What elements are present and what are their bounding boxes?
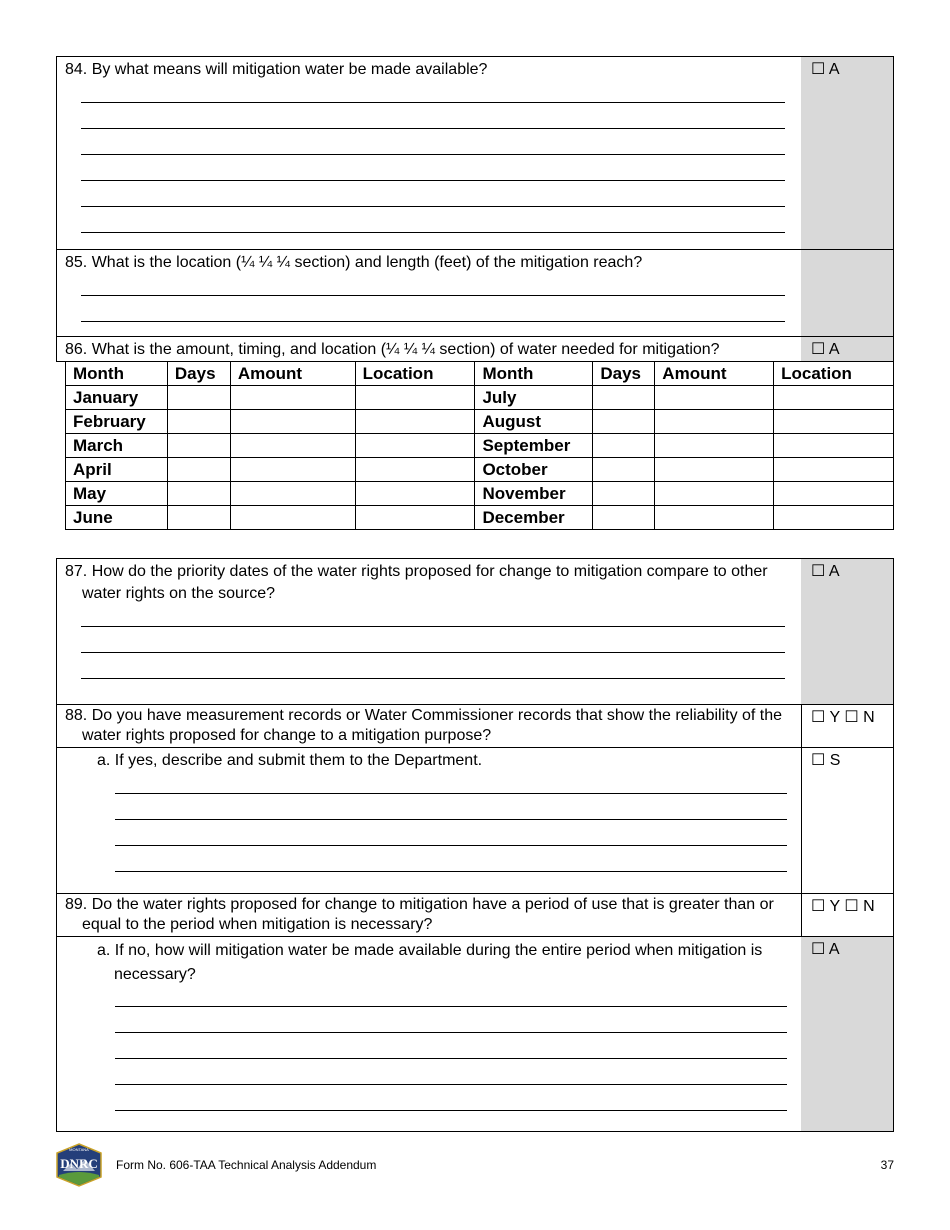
table-row [66, 482, 894, 506]
table-cell[interactable] [167, 458, 230, 482]
table-cell[interactable] [774, 410, 894, 434]
table-cell[interactable] [593, 410, 655, 434]
month-label: October [475, 458, 593, 482]
table-cell[interactable] [167, 434, 230, 458]
table-cell[interactable] [230, 482, 355, 506]
table-cell[interactable] [355, 434, 475, 458]
table-row [66, 386, 894, 410]
table-cell[interactable] [774, 506, 894, 530]
table-cell[interactable] [593, 506, 655, 530]
table-cell[interactable] [655, 386, 774, 410]
q86-checkbox-a[interactable]: ☐ A [811, 341, 840, 358]
q85-answer-lines[interactable] [81, 270, 785, 322]
col-header: Amount [230, 362, 355, 386]
month-label: April [66, 458, 168, 482]
month-label: September [475, 434, 593, 458]
q88a-checkbox-s[interactable]: ☐ S [811, 752, 841, 769]
q89a-text: a. If no, how will mitigation water be made available during the entire period when mitigation is necessary? [97, 942, 763, 983]
q89a-checkbox-a[interactable]: ☐ A [811, 941, 840, 958]
q88-checkbox-yn[interactable]: ☐ Y ☐ N [811, 709, 875, 726]
table-cell[interactable] [593, 482, 655, 506]
table-row [66, 410, 894, 434]
q84-answer-lines[interactable] [81, 77, 785, 233]
table-cell[interactable] [655, 410, 774, 434]
table-cell[interactable] [167, 386, 230, 410]
q88-row [57, 704, 893, 747]
q84-checkbox-a[interactable]: ☐ A [811, 61, 840, 78]
q84-text: 84. By what means will mitigation water be made available? [65, 61, 488, 78]
table-cell[interactable] [230, 410, 355, 434]
table-cell[interactable] [655, 482, 774, 506]
questions-84-86 [56, 56, 894, 362]
q89-text: 89. Do the water rights proposed for change to mitigation have a period of use that is greater than or equal to the period when mitigation is necessary? [65, 896, 774, 933]
table-cell[interactable] [167, 482, 230, 506]
col-header: Location [774, 362, 894, 386]
month-label: December [475, 506, 593, 530]
q85-row [57, 249, 893, 336]
table-cell[interactable] [593, 434, 655, 458]
col-header: Month [475, 362, 593, 386]
table-cell[interactable] [230, 506, 355, 530]
table-cell[interactable] [355, 410, 475, 434]
table-cell[interactable] [230, 458, 355, 482]
q86-text: 86. What is the amount, timing, and location (¼ ¼ ¼ section) of water needed for mitigation? [65, 341, 720, 358]
q88a-row [57, 747, 893, 893]
month-label: August [475, 410, 593, 434]
q89a-answer-lines[interactable] [115, 981, 787, 1111]
q84-row [57, 57, 893, 249]
col-header: Days [167, 362, 230, 386]
table-cell[interactable] [655, 434, 774, 458]
table-cell[interactable] [230, 434, 355, 458]
col-header: Days [593, 362, 655, 386]
table-cell[interactable] [774, 386, 894, 410]
table-cell[interactable] [774, 434, 894, 458]
table-row [66, 434, 894, 458]
form-number: Form No. 606-TAA Technical Analysis Addendum [116, 1158, 377, 1172]
month-label: June [66, 506, 168, 530]
table-cell[interactable] [355, 506, 475, 530]
q87-checkbox-a[interactable]: ☐ A [811, 563, 840, 580]
q87-answer-lines[interactable] [81, 601, 785, 679]
table-cell[interactable] [355, 386, 475, 410]
month-label: January [66, 386, 168, 410]
col-header: Amount [655, 362, 774, 386]
table-cell[interactable] [655, 506, 774, 530]
table-row [66, 506, 894, 530]
page-number: 37 [880, 1158, 894, 1172]
col-header: Location [355, 362, 475, 386]
table-cell[interactable] [593, 386, 655, 410]
svg-text:DNRC: DNRC [60, 1156, 98, 1171]
table-cell[interactable] [355, 482, 475, 506]
month-label: November [475, 482, 593, 506]
table-cell[interactable] [593, 458, 655, 482]
questions-87-89 [56, 558, 894, 1132]
table-cell[interactable] [774, 458, 894, 482]
table-cell[interactable] [167, 506, 230, 530]
q88a-text: a. If yes, describe and submit them to the Department. [97, 752, 483, 769]
month-label: February [66, 410, 168, 434]
q88a-answer-lines[interactable] [115, 768, 787, 872]
table-cell[interactable] [655, 458, 774, 482]
q88-text: 88. Do you have measurement records or Water Commissioner records that show the reliability of the water rights proposed for change to a mitigation purpose? [65, 707, 783, 744]
q89a-row [57, 936, 893, 1131]
table-cell[interactable] [230, 386, 355, 410]
table-cell[interactable] [355, 458, 475, 482]
mitigation-month-table [65, 361, 894, 530]
q87-text: 87. How do the priority dates of the water rights proposed for change to mitigation compare to other water rights on the source? [65, 563, 768, 602]
month-label: July [475, 386, 593, 410]
table-header-row [66, 362, 894, 386]
table-row [66, 458, 894, 482]
month-label: May [66, 482, 168, 506]
table-cell[interactable] [774, 482, 894, 506]
q89-checkbox-yn[interactable]: ☐ Y ☐ N [811, 898, 875, 915]
q85-text: 85. What is the location (¼ ¼ ¼ section) and length (feet) of the mitigation reach? [65, 254, 643, 271]
table-cell[interactable] [167, 410, 230, 434]
month-label: March [66, 434, 168, 458]
q87-row [57, 559, 893, 704]
dnrc-logo [55, 1143, 103, 1187]
q89-row [57, 893, 893, 936]
col-header: Month [66, 362, 168, 386]
svg-text:MONTANA: MONTANA [69, 1147, 89, 1152]
q86-row [57, 336, 893, 361]
